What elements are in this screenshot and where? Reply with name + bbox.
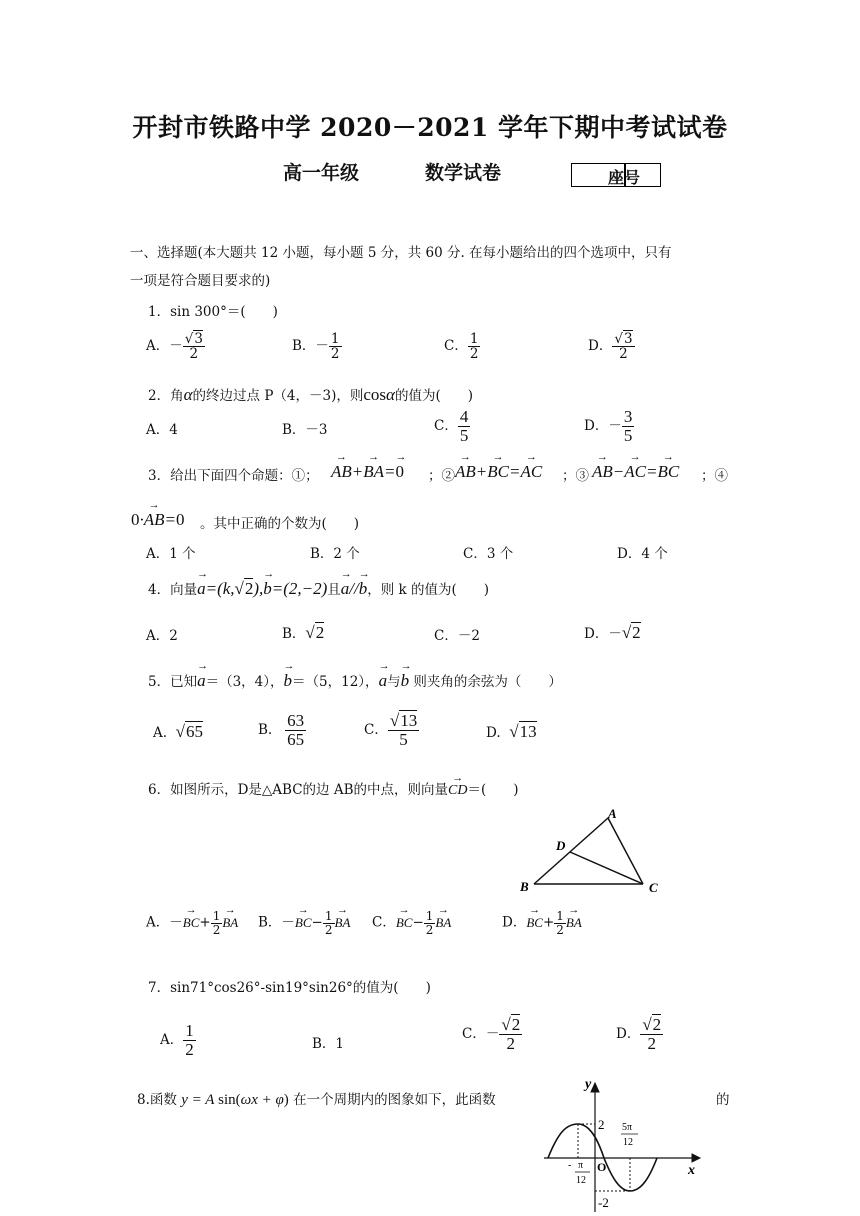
x-axis-label: x bbox=[688, 1163, 695, 1178]
q2-option-b: B．－3 bbox=[282, 422, 328, 438]
seat-label: 座号 bbox=[608, 168, 641, 187]
q5-option-b: B. $\frac{63}{65}$ bbox=[258, 711, 305, 749]
grade-label: 高一年级 bbox=[283, 162, 360, 184]
sine-graph-figure bbox=[540, 1078, 705, 1214]
vertex-b-label: B bbox=[520, 879, 529, 894]
q3-option-d: D．4 个 bbox=[617, 546, 668, 562]
q6-stem: 6．如图所示，D是△ABC的边 AB的中点，则向量→ CD＝( ) bbox=[148, 778, 519, 799]
q3-proposition-3: → AB−→ AC=→ BC bbox=[592, 462, 679, 482]
q6-option-c: C．→ BC− $\frac{1}{2}$ → BA bbox=[372, 910, 451, 936]
min-value-label: -2 bbox=[598, 1195, 609, 1210]
q7-option-a: A． $\frac{1}{2}$ bbox=[160, 1021, 194, 1059]
seat-number-box[interactable] bbox=[571, 163, 661, 187]
q4-stem: 4．向量→ a=(k,√2),→ b=(2,−2)且→ a//→ b，则 k 的值为( ) bbox=[148, 578, 489, 599]
q3-option-b: B．2 个 bbox=[310, 546, 360, 562]
q5-stem: 5．已知→ a＝（3，4），→ b＝（5，12），→ a与→ b 则夹角的余弦为（ ） bbox=[148, 670, 562, 691]
tick-5pi-12-den: 12 bbox=[623, 1137, 633, 1148]
tick-pi-12-den: 12 bbox=[576, 1175, 586, 1186]
vertex-c-label: C bbox=[649, 880, 658, 895]
q3-proposition-1: → AB+→ BA=→ 0 bbox=[331, 462, 404, 482]
vertex-a-label: A bbox=[608, 806, 617, 821]
vertex-d-label: D bbox=[556, 838, 566, 853]
q2-stem: 2．角α的终边过点 P（4，－3)，则cosα的值为( ) bbox=[148, 385, 474, 404]
q1-stem: 1．sin 300°＝( ) bbox=[148, 304, 278, 320]
q2-option-a: A．4 bbox=[146, 422, 178, 438]
q1-option-b: B．－ $\frac{1}{2}$ bbox=[292, 331, 340, 363]
q3-stem-end: 。其中正确的个数为( ) bbox=[200, 516, 360, 532]
section-intro-line1: 一、选择题(本大题共 12 小题，每小题 5 分，共 60 分. 在每小题给出的四个选项中，只有 bbox=[130, 245, 672, 261]
q3-proposition-2: → AB+→ BC=→ AC bbox=[455, 462, 542, 482]
q6-option-b: B．－→ BC− $\frac{1}{2}$ → BA bbox=[258, 910, 350, 936]
q6-option-a: A．－→ BC+ $\frac{1}{2}$ → BA bbox=[146, 910, 238, 936]
q2-option-c: C． $\frac{4}{5}$ bbox=[434, 407, 469, 445]
q8-stem: 8.函数 y = A sin(ωx + φ) 在一个周期内的图象如下，此函数 bbox=[137, 1092, 496, 1108]
q2-option-d: D．－ $\frac{3}{5}$ bbox=[584, 407, 633, 445]
q1-option-c: C． $\frac{1}{2}$ bbox=[444, 331, 479, 363]
q3-option-a: A．1 个 bbox=[146, 546, 196, 562]
q5-option-c: C． $\frac{√13}{5}$ bbox=[364, 711, 418, 749]
origin-label: O bbox=[597, 1160, 607, 1174]
q8-stem-end: 的 bbox=[716, 1092, 730, 1108]
tick-pi-12-num: π bbox=[578, 1160, 584, 1171]
q6-option-d: D．→ BC+ $\frac{1}{2}$ → BA bbox=[502, 910, 582, 936]
q3-option-c: C．3 个 bbox=[463, 546, 514, 562]
q7-stem: 7．sin71°cos26°-sin19°sin26°的值为( ) bbox=[148, 980, 431, 996]
q4-option-b: B．√2 bbox=[282, 623, 325, 642]
q7-option-d: D． $\frac{√2}{2}$ bbox=[616, 1015, 662, 1053]
q3-sep-4: ；④ bbox=[701, 468, 728, 484]
q3-sep-2: ；② bbox=[428, 468, 455, 484]
y-axis-label: y bbox=[585, 1078, 592, 1092]
q3-sep-3: ；③ bbox=[562, 468, 589, 484]
q3-proposition-4: 0·→ AB=0 bbox=[131, 510, 185, 530]
triangle-figure bbox=[510, 800, 670, 896]
tick-neg-sign: - bbox=[568, 1160, 572, 1171]
q5-option-a: A. √65 bbox=[153, 722, 203, 741]
q1-option-d: D． $\frac{√3}{2}$ bbox=[588, 331, 633, 363]
q7-option-b: B．1 bbox=[312, 1036, 345, 1052]
q7-option-c: C．－ $\frac{√2}{2}$ bbox=[462, 1015, 521, 1053]
subject-label: 数学试卷 bbox=[425, 162, 502, 184]
q1-option-a: A．－ $\frac{√3}{2}$ bbox=[146, 331, 203, 363]
q5-option-d: D. √13 bbox=[486, 722, 537, 741]
q4-option-c: C．－2 bbox=[434, 628, 480, 644]
tick-5pi-12-num: 5π bbox=[622, 1122, 633, 1133]
section-intro-line2: 一项是符合题目要求的) bbox=[130, 273, 271, 289]
max-value-label: 2 bbox=[598, 1117, 605, 1132]
q3-stem: 3．给出下面四个命题：①； bbox=[148, 468, 319, 484]
exam-title: 开封市铁路中学 2020－2021 学年下期中考试试卷 bbox=[132, 113, 728, 142]
q4-option-a: A．2 bbox=[146, 628, 178, 644]
q4-option-d: D．－√2 bbox=[584, 623, 641, 642]
